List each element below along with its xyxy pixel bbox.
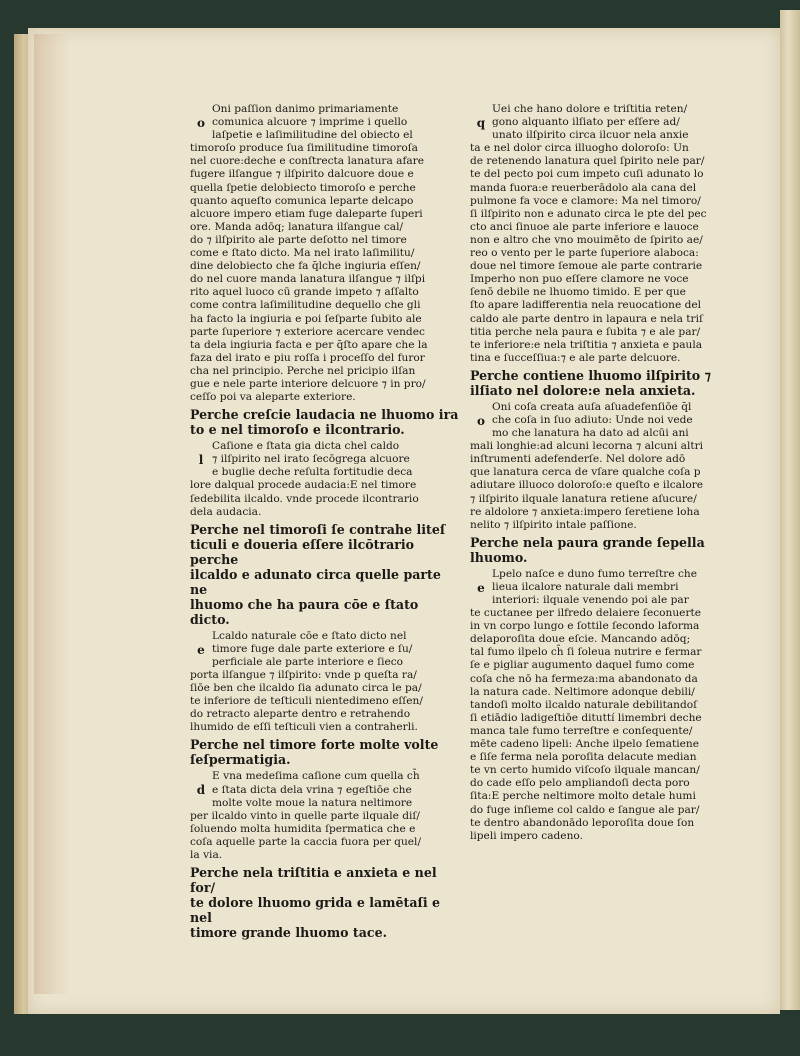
facing-leaf-edge [780, 10, 800, 1010]
paragraph [470, 568, 742, 843]
paragraph-text: Caſione e ſtata gia dicta chel caldo ⁊ ilſpirito nel irato ſecōgrega alcuore e buglie deche reſulta fortitudie deca lore dalqual procede audacia:E nel timore ſedebilita ilcaldo. vnde procede ilcontrario dela audacia. [190, 440, 419, 518]
paragraph [470, 103, 742, 365]
section-heading: Perche contiene lhuomo ilſpirito ⁊ ilſiato nel dolore:e nela anxieta. [470, 367, 711, 398]
section-heading: Perche nela triſtitia e anxieta e nel for/ te dolore lhuomo grida e lamētaſi e nel timore grande lhuomo tace. [190, 865, 441, 941]
right-text-column [470, 103, 742, 845]
page-stain [34, 34, 70, 994]
paragraph-text: Lpelo naſce e duno fumo terreſtre che lieua ilcalore naturale dali membri interiori: ilquale venendo poi ale par te cuctanee per ilfredo delaiere ſeconuerte in vn corpo lungo e ſottile ſecondo laforma delaporoſita doue eſcie. Mancando adōq; tal fumo ilpelo ch̄ ſi ſoleua nutrire e fermar ſe e pigliar augumento daquel fumo come coſa che nō ha fermeza:ma abandonato da la natura cade. Neltimore adonque debili/ tandoſi molto ilcaldo naturale debilitandoſ ſi etiādio ladigeſtiōe dituttí limembri deche manca tale fumo terreſtre e conſequente/ mēte cadeno lipeli: Anche ilpelo ſematiene e ſiſe ferma nela poroſita delacute median te vn certo humido viſcoſo ilquale mancan/ do cade eſſo pelo ampliandoſi decta poro ſita:E perche neltimore molto detale humi do fuge inſieme col caldo e ſangue ale par/ te dentro abandonādo leporoſita doue ſon lipeli impero cadeno. [470, 567, 702, 842]
guide-letter: o [196, 116, 205, 130]
paragraph [190, 770, 460, 862]
guide-letter: d [196, 783, 206, 798]
paragraph-text: Lcaldo naturale cōe e ſtato dicto nel timore fuge dale parte exteriore e ſu/ perficiale ale parte interiore e ſieco porta ilſangue ⁊ ilſpirito: vnde p queſta ra/ ſiōe ben che ilcaldo ſia adunato circa le pa/ te inferiore de teſticuli nientedimeno eſſen/ do retracto aleparte dentro e retrahendo lhumido de eſſi teſticuli vien a contraherli. [190, 629, 423, 734]
guide-letter: e [477, 580, 485, 595]
paragraph [190, 630, 460, 735]
section-heading: Perche nel timoroſi ſe contrahe liteſ ticuli e doueria eſſere ilcōtrario perche ilcaldo e adunato circa quelle parte ne lhuomo che ha paura cōe e ſtato dicto. [190, 521, 446, 627]
paragraph-text: Uei che hano dolore e triſtitia reten/ gono alquanto ilſiato per eſſere ad/ unato ilſpirito circa ilcuor nela anxie ta e nel dolor circa illuogho doloroſo: Un de retenendo lanatura quel ſpirito nele par/ te del pecto poi cum impeto cuſi adunato lo manda fuora:e reuerberādolo ala cana del pulmone fa voce e clamore: Ma nel timoro/ ſi ilſpirito non e adunato circa le pte del pec cto anci ſinuoe ale parte inferiore e lauoce non e altro che vno mouimēto de ſpirito ae/ reo o vento per le parte ſuperiore alaboca: doue nel timore ſemoue ale parte contrarie Imperho non puo eſſere clamore ne voce ſenō debile ne lhuomo timido. E per que ſto apare ladifferentia nela reuocatione del caldo ale parte dentro in lapaura e nela triſ titia perche nela paura e ſubita ⁊ e ale par/ te inferiore:e nela triſtitia ⁊ anxieta e paula tina e ſucceſſiua:⁊ e ale parte delcuore. [470, 103, 707, 364]
section-heading: Perche nela paura grande ſepella lhuomo. [470, 534, 705, 565]
guide-letter: o [476, 413, 485, 428]
guide-letter: e [197, 642, 205, 657]
guide-letter: q [476, 116, 486, 130]
section-heading: Perche creſcie laudacia ne lhuomo ira to e nel timoroſo e ilcontrario. [190, 407, 459, 438]
left-text-column [190, 103, 460, 943]
paragraph-text: Oni coſa creata auſa aſuadefenſiōe q̄l che coſa in ſuo adiuto: Unde noi vede mo che lanatura ha dato ad alcūi ani mali longhie:ad alcuni lecorna ⁊ alcuni altri inſtrumenti adefenderſe. Nel dolore adō que lanatura cerca de vſare qualche coſa p adiutare illuoco doloroſo:e queſto e ilcalore ⁊ ilſpirito ilquale lanatura retiene aſucure/ re aldolore ⁊ anxieta:impero ſeretiene loha nelito ⁊ ilſpirito intale paſſione. [470, 400, 704, 531]
paragraph-text: E vna medeſima caſione cum quella ch̄ e ſtata dicta dela vrina ⁊ egeſtiōe che molte volte moue la natura neltimore per ilcaldo vinto in quelle parte ilquale diſ/ ſoluendo molta humidita ſpermatica che e coſa aquelle parte la caccia fuora per quel/ la via. [190, 770, 422, 862]
section-heading: Perche nel timore forte molte volte ſeſpermatigia. [190, 737, 439, 768]
paragraph-text: Oni paſſion danimo primariamente comunica alcuore ⁊ imprime i quello laſpetie e laſimilitudine del obiecto el timoroſo produce ſua ſimilitudine timoroſa nel cuore:deche e conſtrecta lanatura afare fugere ilſangue ⁊ ilſpirito dalcuore doue e quella ſpetie delobiecto timoroſo e perche quanto aqueſto comunica leparte delcapo alcuore impero etiam fuge daleparte ſuperi ore. Manda adōq; lanatura ilſangue cal/ do ⁊ ilſpirito ale parte deſotto nel timore come e ſtato dicto. Ma nel irato laſimilitu/ dine delobiecto che fa q̄lche ingiuria eſſen/ do nel cuore manda lanatura ilſangue ⁊ ilſpi rito aquel luoco cū grande impeto ⁊ aſſalto come contra laſimilitudine dequello che gli ha facto la ingiuria e poi ſeſparte ſubito ale parte ſuperiore ⁊ exteriore acercare vendec ta dela ingiuria facta e per q̄ſto apare che la faza del irato e piu roſſa i proceſſo del furor cha nel principio. Perche nel pricipio ilſan gue e nele parte interiore delcuore ⁊ in pro/ ceſſo poi va aleparte exteriore. [190, 103, 428, 404]
paragraph [190, 440, 460, 519]
guide-letter: l [198, 453, 204, 468]
paragraph [470, 401, 742, 532]
paragraph [190, 103, 460, 404]
